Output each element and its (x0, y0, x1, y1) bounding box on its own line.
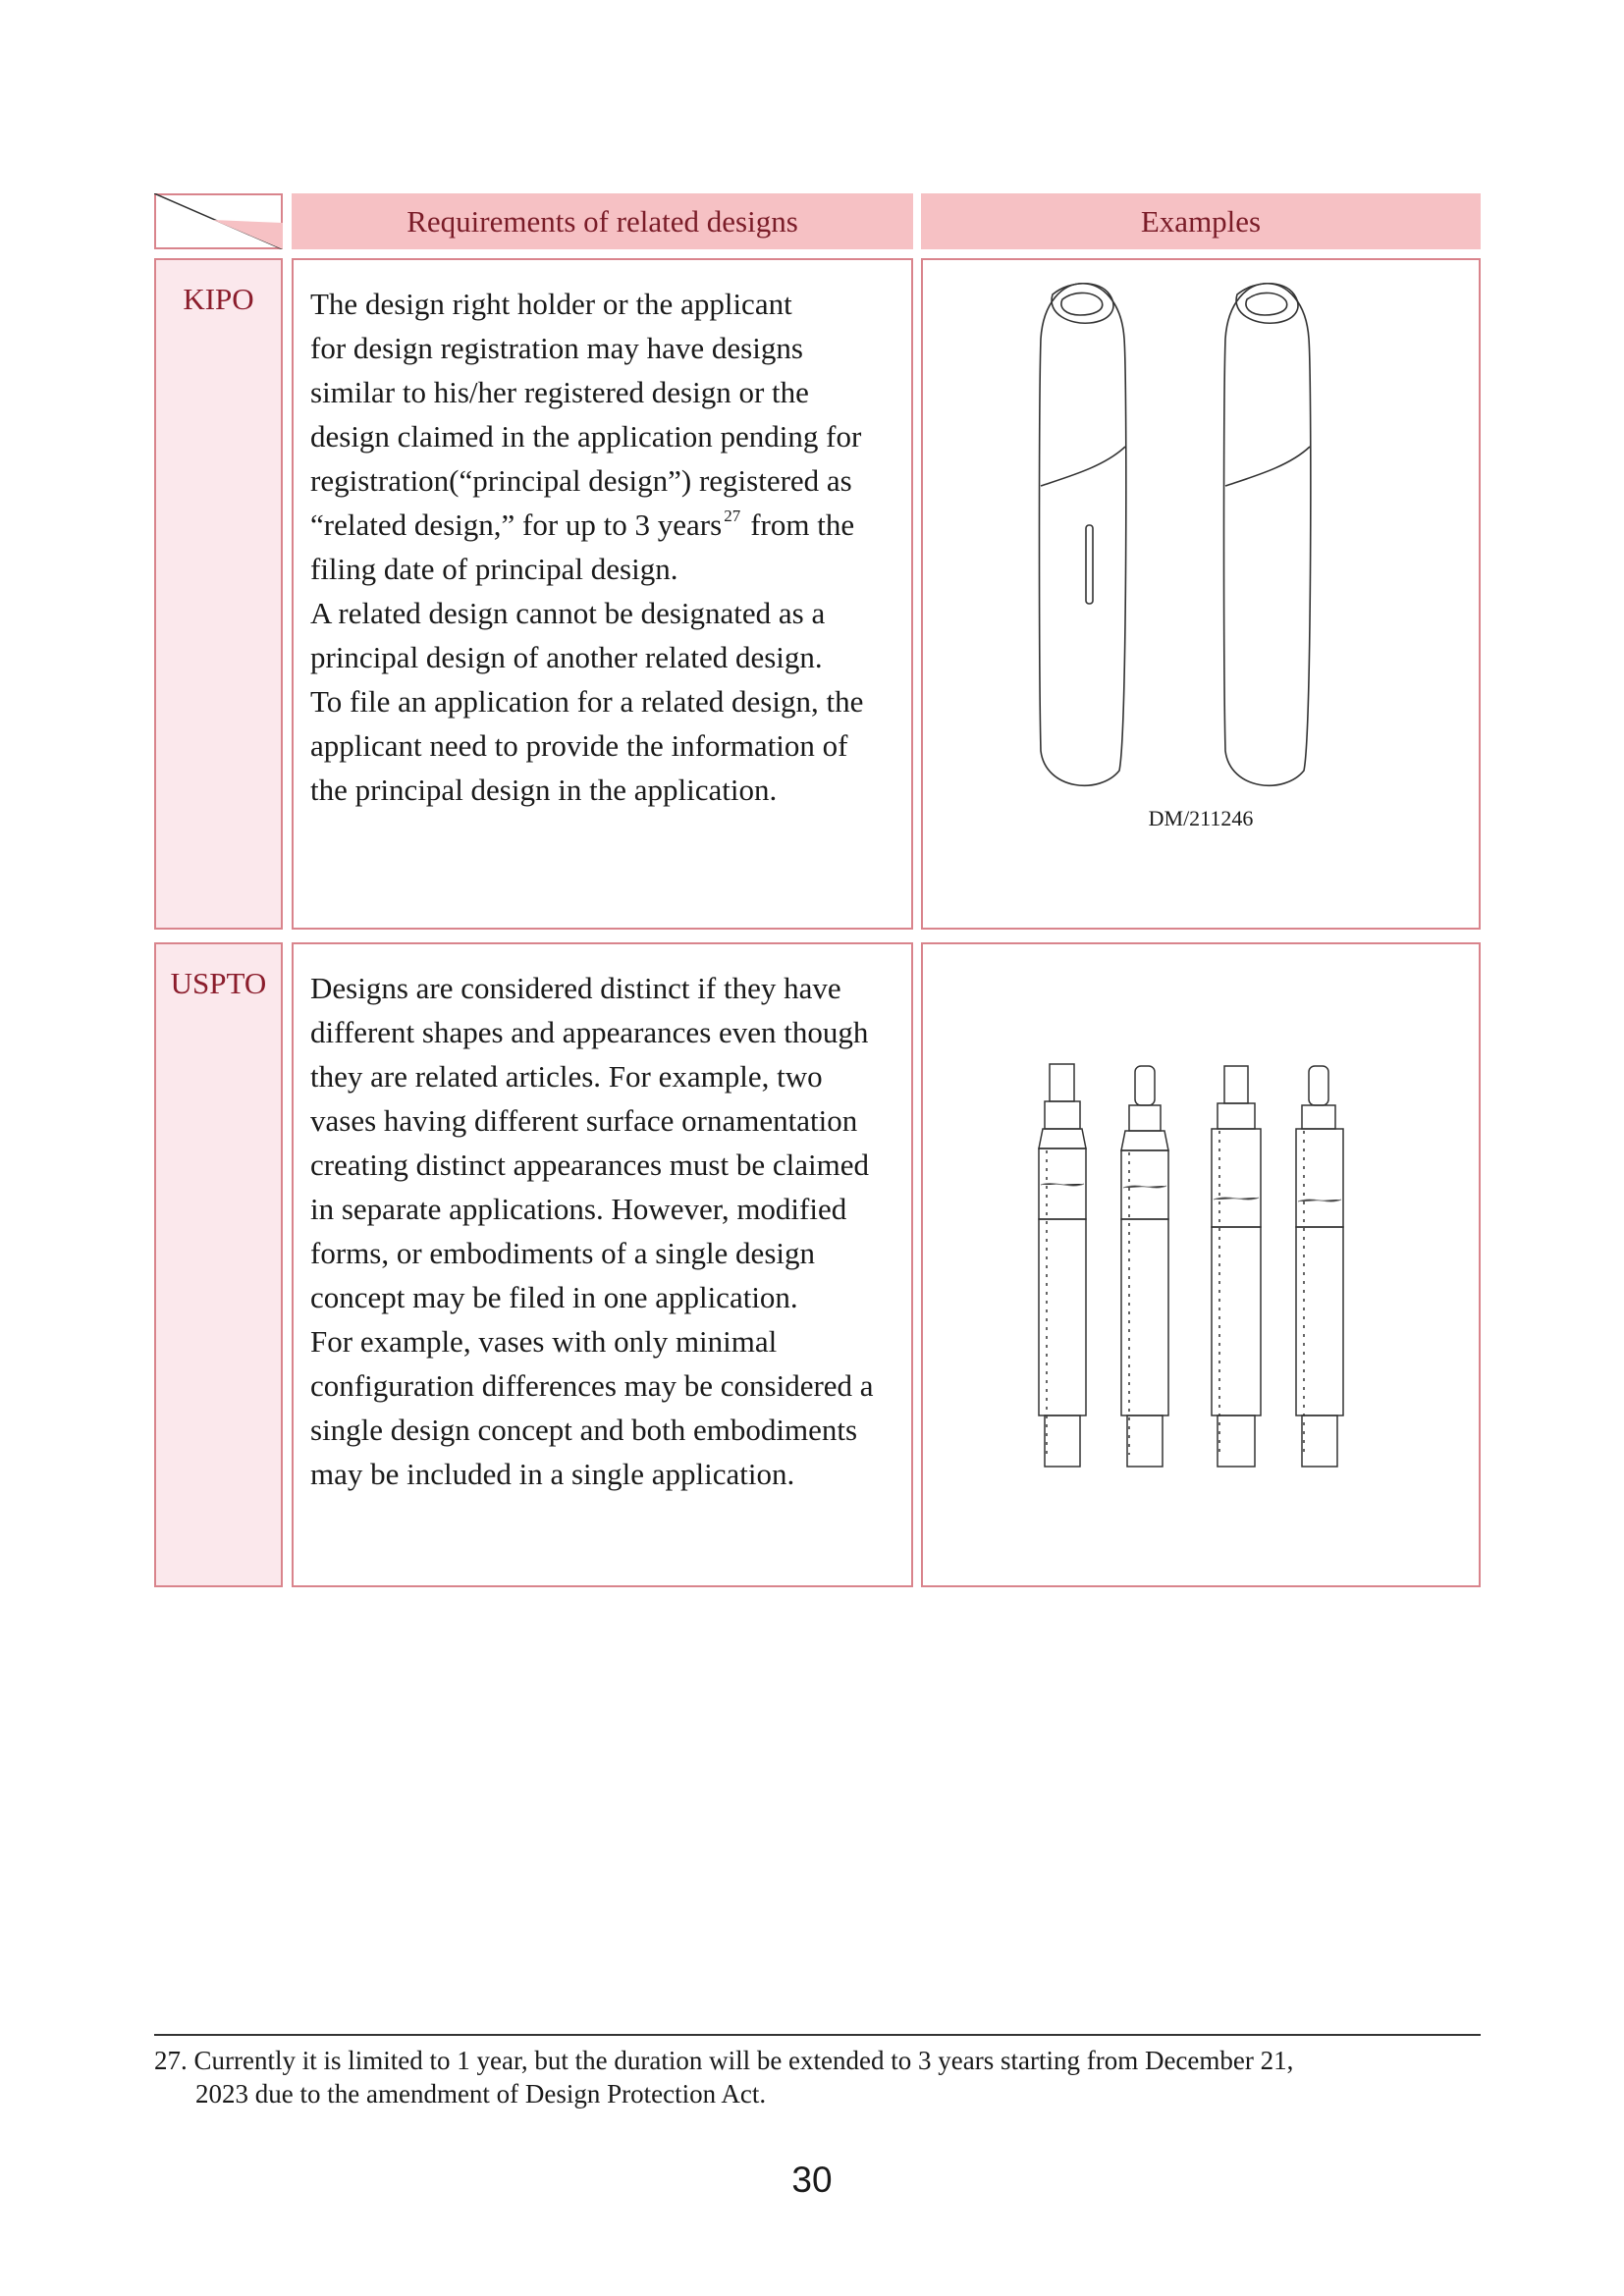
text-line: different shapes and appearances even though (310, 1015, 869, 1049)
text-segment: from the (750, 507, 855, 542)
text-line: creating distinct appearances must be claimed (310, 1148, 869, 1182)
text-line: A related design cannot be designated as a (310, 596, 826, 630)
text-line: for design registration may have designs (310, 331, 803, 365)
text-line: concept may be filed in one application. (310, 1280, 798, 1314)
uspto-example-cell (921, 942, 1481, 1587)
text-line: The design right holder or the applicant (310, 287, 792, 321)
text-line: may be included in a single application. (310, 1457, 795, 1491)
row-label-kipo: KIPO (154, 258, 283, 930)
footnote-ref-27[interactable]: 27 (724, 507, 741, 525)
text-line: similar to his/her registered design or the (310, 375, 809, 409)
text-line (310, 503, 911, 547)
text-line: design claimed in the application pending for (310, 419, 862, 454)
text-line: For example, vases with only minimal (310, 1324, 778, 1359)
text-line: principal design of another related design. (310, 640, 823, 674)
text-line: vases having different surface ornamentation (310, 1103, 858, 1138)
text-segment: “related design,” for up to 3 years (310, 507, 723, 542)
text-line: forms, or embodiments of a single design (310, 1236, 815, 1270)
footnote-divider (154, 2034, 1481, 2036)
kipo-example-cell (921, 258, 1481, 930)
table-corner-cell (154, 193, 283, 249)
text-line: filing date of principal design. (310, 552, 678, 586)
text-line: they are related articles. For example, two (310, 1059, 823, 1094)
footnote-line: 2023 due to the amendment of Design Protection Act. (195, 2079, 767, 2109)
text-line: To file an application for a related design, the (310, 684, 864, 719)
page-number: 30 (791, 2160, 833, 2200)
example-caption: DM/211246 (1148, 806, 1254, 830)
text-line: configuration differences may be considered a (310, 1368, 874, 1403)
row-label-uspto: USPTO (154, 942, 283, 1587)
text-line: registration(“principal design”) registered as (310, 463, 852, 498)
text-line: single design concept and both embodiments (310, 1413, 858, 1447)
text-line: Designs are considered distinct if they have (310, 971, 841, 1005)
uspto-requirements-text (292, 942, 913, 1587)
footnote-27 (154, 2044, 1293, 2110)
footnote-line: 27. Currently it is limited to 1 year, but the duration will be extended to 3 years starting from December 21, (154, 2046, 1294, 2075)
text-line: in separate applications. However, modified (310, 1192, 847, 1226)
kipo-requirements-text (292, 258, 913, 930)
text-line: applicant need to provide the information of (310, 728, 848, 763)
diagonal-divider (154, 193, 283, 249)
header-examples: Examples (921, 193, 1481, 249)
text-line: the principal design in the application. (310, 773, 778, 807)
header-requirements: Requirements of related designs (292, 193, 913, 249)
uspto-vases-drawing (923, 944, 1479, 1585)
